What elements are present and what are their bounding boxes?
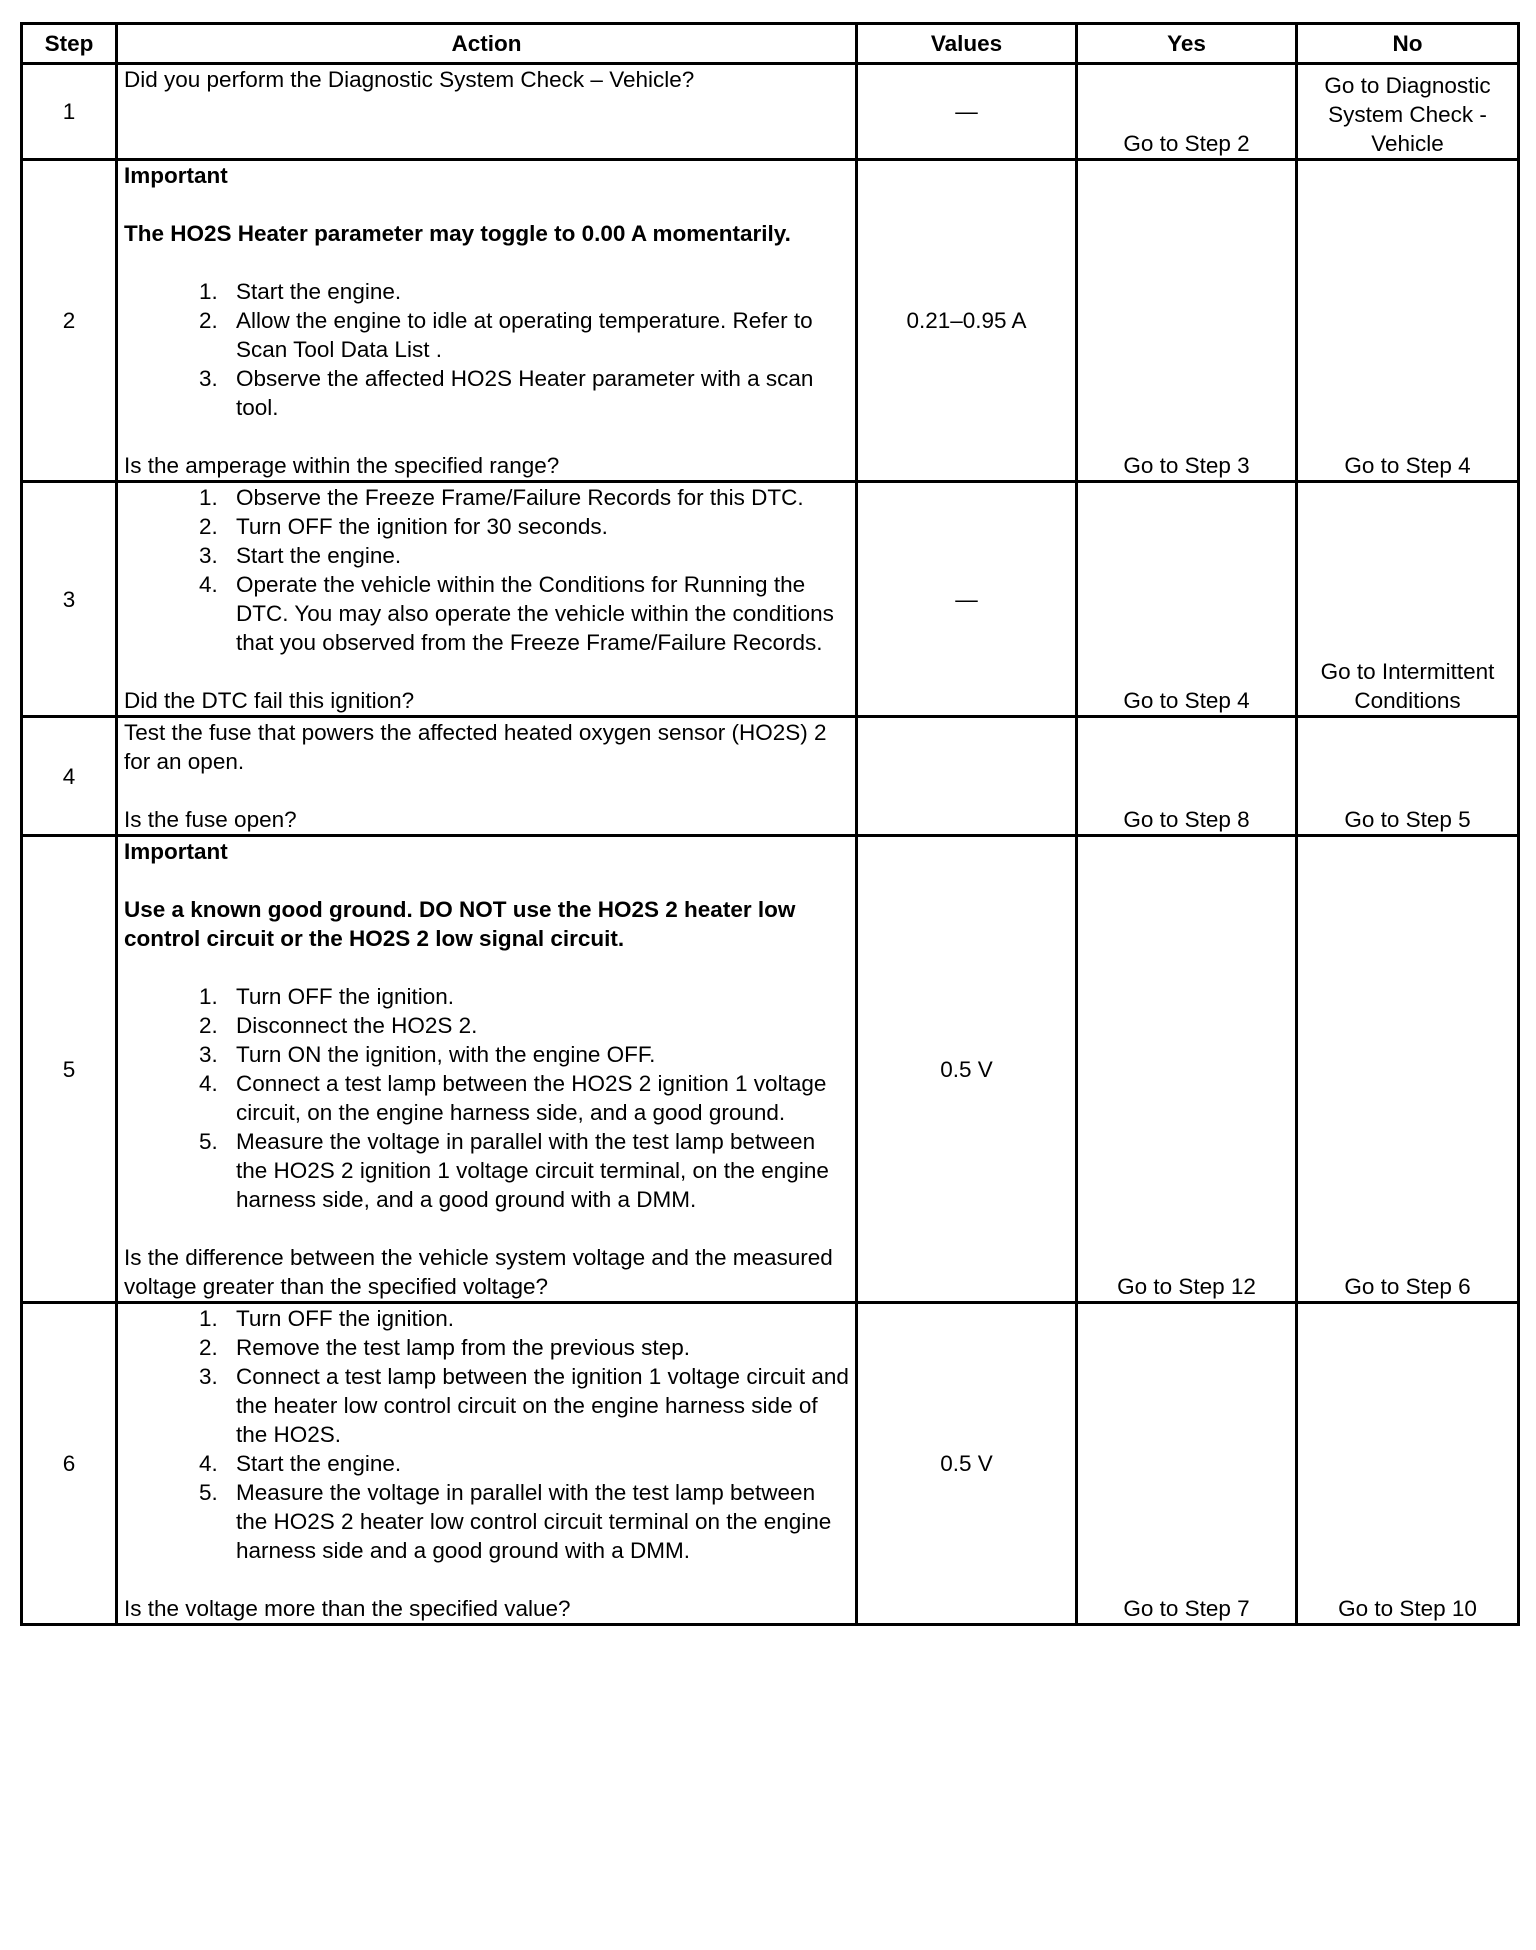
instruction-list bbox=[124, 982, 849, 1214]
step-number: 5 bbox=[22, 836, 117, 1303]
question-text: Is the fuse open? bbox=[124, 807, 297, 832]
list-item: 4. Start the engine. bbox=[224, 1449, 849, 1478]
action-cell bbox=[117, 836, 857, 1303]
yes-link[interactable]: Go to Step 3 bbox=[1077, 160, 1297, 482]
yes-link[interactable]: Go to Step 12 bbox=[1077, 836, 1297, 1303]
question-text: Is the amperage within the specified range? bbox=[124, 453, 560, 478]
no-link[interactable]: Go to Step 4 bbox=[1297, 160, 1519, 482]
no-link[interactable]: Go to Step 5 bbox=[1297, 717, 1519, 836]
step-number: 3 bbox=[22, 482, 117, 717]
header-no: No bbox=[1297, 24, 1519, 64]
table-row bbox=[22, 482, 1519, 717]
important-label: Important bbox=[124, 839, 228, 864]
list-item: 1. Turn OFF the ignition. bbox=[224, 1304, 849, 1333]
header-action: Action bbox=[117, 24, 857, 64]
header-step: Step bbox=[22, 24, 117, 64]
list-item: 4. Connect a test lamp between the HO2S 2 ignition 1 voltage circuit, on the engine harness side, and a good ground. bbox=[224, 1069, 849, 1127]
action-cell bbox=[117, 1303, 857, 1625]
action-cell bbox=[117, 160, 857, 482]
important-text: The HO2S Heater parameter may toggle to 0.00 A momentarily. bbox=[124, 221, 791, 246]
no-link[interactable]: Go to Intermittent Conditions bbox=[1297, 482, 1519, 717]
list-item: 3. Observe the affected HO2S Heater parameter with a scan tool. bbox=[224, 364, 849, 422]
list-item: 2. Disconnect the HO2S 2. bbox=[224, 1011, 849, 1040]
yes-link[interactable]: Go to Step 7 bbox=[1077, 1303, 1297, 1625]
value-cell: 0.21–0.95 A bbox=[857, 160, 1077, 482]
no-link[interactable]: Go to Step 10 bbox=[1297, 1303, 1519, 1625]
important-text: Use a known good ground. DO NOT use the HO2S 2 heater low control circuit or the HO2S 2 low signal circuit. bbox=[124, 897, 796, 951]
no-link[interactable]: Go to Step 6 bbox=[1297, 836, 1519, 1303]
spacer bbox=[124, 776, 849, 805]
list-item: 5. Measure the voltage in parallel with the test lamp between the HO2S 2 ignition 1 voltage circuit terminal, on the engine harness side, and a good ground with a DMM. bbox=[224, 1127, 849, 1214]
action-cell bbox=[117, 717, 857, 836]
table-row bbox=[22, 160, 1519, 482]
list-item: 3. Connect a test lamp between the ignition 1 voltage circuit and the heater low control circuit on the engine harness side of the HO2S. bbox=[224, 1362, 849, 1449]
list-item: 2. Remove the test lamp from the previous step. bbox=[224, 1333, 849, 1362]
header-row bbox=[22, 24, 1519, 64]
no-link[interactable]: Go to Diagnostic System Check - Vehicle bbox=[1297, 64, 1519, 160]
list-item: 2. Turn OFF the ignition for 30 seconds. bbox=[224, 512, 849, 541]
question-text: Is the difference between the vehicle system voltage and the measured voltage greater than the specified voltage? bbox=[124, 1245, 833, 1299]
value-cell: 0.5 V bbox=[857, 1303, 1077, 1625]
step-number: 2 bbox=[22, 160, 117, 482]
table-row bbox=[22, 64, 1519, 160]
table-row bbox=[22, 717, 1519, 836]
question-text: Did the DTC fail this ignition? bbox=[124, 688, 415, 713]
table-row bbox=[22, 836, 1519, 1303]
list-item: 5. Measure the voltage in parallel with the test lamp between the HO2S 2 heater low control circuit terminal on the engine harness side and a good ground with a DMM. bbox=[224, 1478, 849, 1565]
question-text: Is the voltage more than the specified value? bbox=[124, 1596, 571, 1621]
action-text: Test the fuse that powers the affected heated oxygen sensor (HO2S) 2 for an open. bbox=[124, 720, 827, 774]
list-item: 1. Start the engine. bbox=[224, 277, 849, 306]
yes-link[interactable]: Go to Step 2 bbox=[1077, 64, 1297, 160]
instruction-list bbox=[124, 277, 849, 422]
instruction-list bbox=[124, 483, 849, 657]
instruction-list bbox=[124, 1304, 849, 1565]
table-row bbox=[22, 1303, 1519, 1625]
value-cell bbox=[857, 717, 1077, 836]
value-cell: — bbox=[857, 64, 1077, 160]
diagnostic-table bbox=[20, 22, 1520, 1626]
list-item: 2. Allow the engine to idle at operating temperature. Refer to Scan Tool Data List . bbox=[224, 306, 849, 364]
list-item: 3. Turn ON the ignition, with the engine OFF. bbox=[224, 1040, 849, 1069]
header-yes: Yes bbox=[1077, 24, 1297, 64]
value-cell: — bbox=[857, 482, 1077, 717]
action-cell bbox=[117, 64, 857, 160]
header-values: Values bbox=[857, 24, 1077, 64]
list-item: 1. Turn OFF the ignition. bbox=[224, 982, 849, 1011]
yes-link[interactable]: Go to Step 8 bbox=[1077, 717, 1297, 836]
list-item: 4. Operate the vehicle within the Conditions for Running the DTC. You may also operate the vehicle within the conditions that you observed from the Freeze Frame/Failure Records. bbox=[224, 570, 849, 657]
list-item: 1. Observe the Freeze Frame/Failure Records for this DTC. bbox=[224, 483, 849, 512]
yes-link[interactable]: Go to Step 4 bbox=[1077, 482, 1297, 717]
action-cell bbox=[117, 482, 857, 717]
important-label: Important bbox=[124, 163, 228, 188]
step-number: 1 bbox=[22, 64, 117, 160]
step-number: 6 bbox=[22, 1303, 117, 1625]
list-item: 3. Start the engine. bbox=[224, 541, 849, 570]
step-number: 4 bbox=[22, 717, 117, 836]
question-text: Did you perform the Diagnostic System Check – Vehicle? bbox=[124, 67, 695, 92]
value-cell: 0.5 V bbox=[857, 836, 1077, 1303]
